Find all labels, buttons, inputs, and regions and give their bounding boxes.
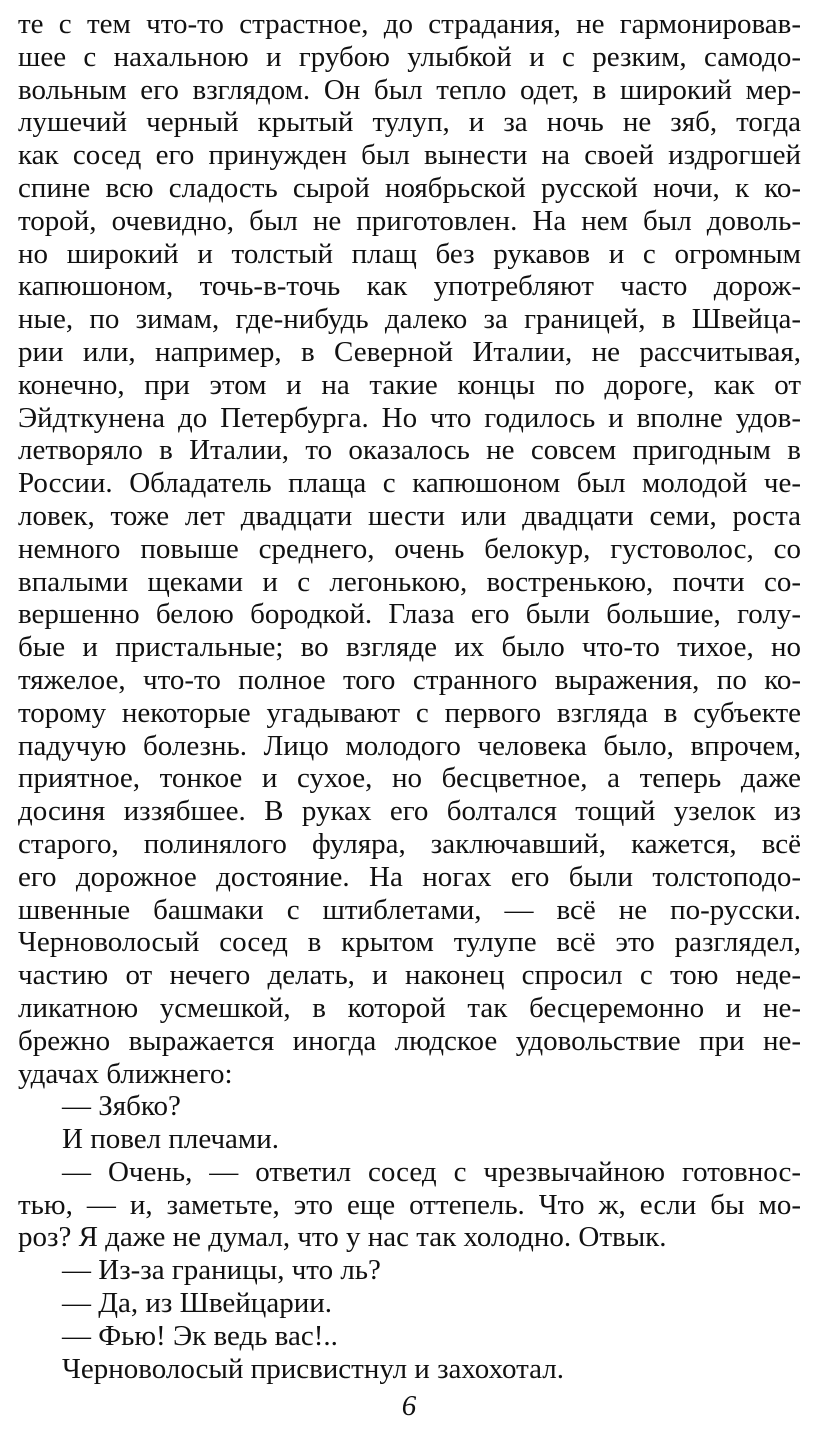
text-line: конечно, при этом и на такие концы по дороге, как от: [18, 368, 801, 401]
text-line: старого, полинялого фуляра, заключавший, кажется, всё: [18, 827, 801, 860]
text-line: Черноволосый присвистнул и захохотал.: [62, 1352, 564, 1385]
text-line: ликатною усмешкой, в которой так бесцеремонно и не-: [18, 991, 801, 1024]
text-line: ные, по зимам, где-нибудь далеко за границей, в Швейца-: [18, 303, 801, 336]
text-line: падучую болезнь. Лицо молодого человека было, впрочем,: [18, 729, 801, 762]
text-line: бые и пристальные; во взгляде их было что-то тихое, но: [18, 631, 801, 664]
text-line: швенные башмаки с штиблетами, — всё не по-русски.: [18, 893, 801, 926]
text-line: России. Обладатель плаща с капюшоном был молодой че-: [18, 467, 801, 500]
text-line: торому некоторые угадывают с первого взгляда в субъекте: [18, 696, 801, 729]
page-number: 6: [401, 1390, 417, 1422]
text-line: брежно выражается иногда людское удовольствие при не-: [18, 1024, 801, 1057]
text-line: — Да, из Швейцарии.: [62, 1287, 332, 1320]
text-line: удачах ближнего:: [18, 1057, 233, 1090]
text-line: капюшоном, точь-в-точь как употребляют часто дорож-: [18, 270, 801, 303]
text-line: — Фью! Эк ведь вас!..: [62, 1319, 338, 1352]
text-line: тью, — и, заметьте, это еще оттепель. Что ж, если бы мо-: [18, 1188, 801, 1221]
text-line: шее с нахальною и грубою улыбкой и с резким, самодо-: [18, 40, 801, 73]
text-line: ловек, тоже лет двадцати шести или двадцати семи, роста: [18, 499, 801, 532]
text-line: тяжелое, что-то полное того странного выражения, по ко-: [18, 663, 801, 696]
body-text: [18, 8, 801, 1385]
text-line: досиня иззябшее. В руках его болтался тощий узелок из: [18, 795, 801, 828]
text-line: — Зябко?: [62, 1090, 181, 1123]
text-line: Черноволосый сосед в крытом тулупе всё это разглядел,: [18, 926, 801, 959]
text-line: летворяло в Италии, то оказалось не совсем пригодным в: [18, 434, 801, 467]
text-line: спине всю сладость сырой ноябрьской русской ночи, к ко-: [18, 171, 801, 204]
text-line: вершенно белою бородкой. Глаза его были большие, голу-: [18, 598, 801, 631]
text-line: частию от нечего делать, и наконец спросил с тою неде-: [18, 959, 801, 992]
text-line: торой, очевидно, был не приготовлен. На нем был доволь-: [18, 204, 801, 237]
text-line: вольным его взглядом. Он был тепло одет, в широкий мер-: [18, 73, 801, 106]
text-line: его дорожное достояние. На ногах его были толстоподо-: [18, 860, 801, 893]
text-line: роз? Я даже не думал, что у нас так холодно. Отвык.: [18, 1221, 667, 1254]
text-line: те с тем что-то страстное, до страдания, не гармонировав-: [18, 8, 801, 40]
text-line: немного повыше среднего, очень белокур, густоволос, со: [18, 532, 801, 565]
text-line: лушечий черный крытый тулуп, и за ночь не зяб, тогда: [18, 106, 801, 139]
text-line: — Очень, — ответил сосед с чрезвычайною готовнос-: [62, 1155, 801, 1188]
text-line: как сосед его принужден был вынести на своей издрогшей: [18, 139, 801, 172]
text-line: приятное, тонкое и сухое, но бесцветное, а теперь даже: [18, 762, 801, 795]
text-line: И повел плечами.: [62, 1123, 280, 1156]
text-line: впалыми щеками и с легонькою, востренькою, почти со-: [18, 565, 801, 598]
text-line: — Из-за границы, что ль?: [62, 1254, 381, 1287]
text-line: но широкий и толстый плащ без рукавов и с огромным: [18, 237, 801, 270]
text-line: Эйдткунена до Петербурга. Но что годилось и вполне удов-: [18, 401, 801, 434]
text-line: рии или, например, в Северной Италии, не рассчитывая,: [18, 335, 801, 368]
